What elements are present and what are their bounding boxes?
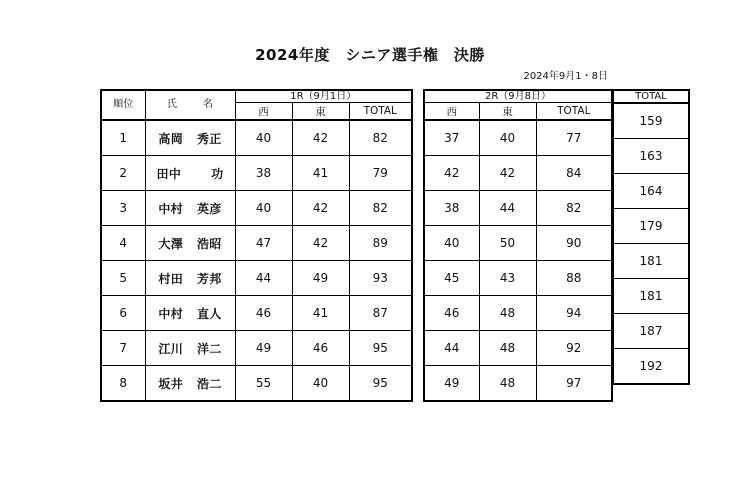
round1-rows xyxy=(101,120,412,401)
table-row xyxy=(613,174,689,209)
round1-west-score: 44 xyxy=(235,261,292,296)
family-name: 江川 xyxy=(158,341,183,356)
round2-west-score: 45 xyxy=(424,261,479,296)
round1-total-score: 82 xyxy=(349,120,412,156)
round2-west-score: 40 xyxy=(424,226,479,261)
rank-cell: 5 xyxy=(101,261,145,296)
rank-cell: 6 xyxy=(101,296,145,331)
round1-west-score: 38 xyxy=(235,156,292,191)
round2-west-score: 44 xyxy=(424,331,479,366)
player-name-cell xyxy=(145,366,235,402)
round2-total-score: 88 xyxy=(536,261,612,296)
family-name: 中村 xyxy=(158,306,183,321)
grand-total-score: 187 xyxy=(613,314,689,349)
family-name: 中村 xyxy=(158,201,183,216)
round2-header: 2R（9月8日） xyxy=(424,90,612,103)
table-row xyxy=(101,226,412,261)
table-row xyxy=(101,191,412,226)
page-title: 2024年度 シニア選手権 決勝 xyxy=(255,46,485,64)
round2-west-score: 49 xyxy=(424,366,479,402)
table-row xyxy=(101,331,412,366)
round2-total-score: 94 xyxy=(536,296,612,331)
round1-east-score: 42 xyxy=(292,191,349,226)
round2-east-header: 東 xyxy=(479,103,536,121)
table-row xyxy=(613,103,689,139)
given-name: 功 xyxy=(211,166,224,181)
round1-west-header: 西 xyxy=(235,103,292,121)
round1-east-score: 49 xyxy=(292,261,349,296)
given-name: 浩昭 xyxy=(197,236,222,251)
grand-total-table xyxy=(612,89,690,385)
round2-east-score: 42 xyxy=(479,156,536,191)
round1-total-score: 93 xyxy=(349,261,412,296)
table-row xyxy=(101,366,412,402)
round1-total-score: 79 xyxy=(349,156,412,191)
round2-east-score: 50 xyxy=(479,226,536,261)
name-header xyxy=(145,90,235,120)
round1-east-score: 41 xyxy=(292,156,349,191)
family-name: 村田 xyxy=(158,271,183,286)
player-name-cell xyxy=(145,261,235,296)
grand-total-header: TOTAL xyxy=(613,90,689,103)
family-name: 坂井 xyxy=(158,376,183,391)
round1-east-score: 46 xyxy=(292,331,349,366)
grand-total-score: 181 xyxy=(613,244,689,279)
round2-total-score: 90 xyxy=(536,226,612,261)
round1-total-header: TOTAL xyxy=(349,103,412,121)
table-row xyxy=(424,296,612,331)
player-name-cell xyxy=(145,191,235,226)
round2-west-score: 46 xyxy=(424,296,479,331)
round2-total-header: TOTAL xyxy=(536,103,612,121)
round1-total-score: 89 xyxy=(349,226,412,261)
round1-east-header: 東 xyxy=(292,103,349,121)
table-row xyxy=(101,120,412,156)
table-row xyxy=(613,314,689,349)
round1-total-score: 87 xyxy=(349,296,412,331)
family-name: 高岡 xyxy=(158,131,183,146)
table-row xyxy=(613,349,689,385)
table-row xyxy=(424,331,612,366)
player-name-cell xyxy=(145,156,235,191)
grand-total-score: 192 xyxy=(613,349,689,385)
rank-cell: 7 xyxy=(101,331,145,366)
round2-table xyxy=(423,89,613,402)
round1-west-score: 46 xyxy=(235,296,292,331)
player-name-cell xyxy=(145,120,235,156)
table-row xyxy=(101,261,412,296)
round1-total-score: 95 xyxy=(349,331,412,366)
round1-total-score: 82 xyxy=(349,191,412,226)
grand-total-score: 163 xyxy=(613,139,689,174)
round1-header: 1R（9月1日） xyxy=(235,90,412,103)
round2-total-score: 77 xyxy=(536,120,612,156)
round1-table xyxy=(100,89,413,402)
table-row xyxy=(613,244,689,279)
name-header-given: 名 xyxy=(203,99,213,110)
given-name: 秀正 xyxy=(197,131,222,146)
table-row xyxy=(424,191,612,226)
grand-total-score: 179 xyxy=(613,209,689,244)
table-row xyxy=(613,139,689,174)
given-name: 芳邦 xyxy=(197,271,222,286)
round2-east-score: 48 xyxy=(479,296,536,331)
grand-total-score: 159 xyxy=(613,103,689,139)
table-row xyxy=(101,296,412,331)
round1-east-score: 40 xyxy=(292,366,349,402)
table-row xyxy=(613,209,689,244)
player-name-cell xyxy=(145,331,235,366)
round1-east-score: 42 xyxy=(292,226,349,261)
rank-cell: 2 xyxy=(101,156,145,191)
round1-west-score: 47 xyxy=(235,226,292,261)
round2-east-score: 48 xyxy=(479,331,536,366)
round2-total-score: 92 xyxy=(536,331,612,366)
round2-east-score: 48 xyxy=(479,366,536,402)
grand-total-score: 181 xyxy=(613,279,689,314)
round1-west-score: 40 xyxy=(235,191,292,226)
round2-total-score: 97 xyxy=(536,366,612,402)
round2-rows xyxy=(424,120,612,401)
player-name-cell xyxy=(145,226,235,261)
round1-east-score: 41 xyxy=(292,296,349,331)
table-row xyxy=(424,156,612,191)
rank-cell: 1 xyxy=(101,120,145,156)
name-header-family: 氏 xyxy=(167,99,177,110)
grand-total-score: 164 xyxy=(613,174,689,209)
round2-west-score: 37 xyxy=(424,120,479,156)
round2-total-score: 82 xyxy=(536,191,612,226)
table-row xyxy=(424,366,612,402)
round1-east-score: 42 xyxy=(292,120,349,156)
round1-west-score: 49 xyxy=(235,331,292,366)
rank-cell: 3 xyxy=(101,191,145,226)
table-row xyxy=(613,279,689,314)
round2-east-score: 44 xyxy=(479,191,536,226)
round1-west-score: 55 xyxy=(235,366,292,402)
grand-total-rows xyxy=(613,103,689,384)
round2-west-header: 西 xyxy=(424,103,479,121)
round2-east-score: 40 xyxy=(479,120,536,156)
given-name: 浩二 xyxy=(197,376,222,391)
table-row xyxy=(424,120,612,156)
rank-header: 順位 xyxy=(101,90,145,120)
table-row xyxy=(424,226,612,261)
event-date: 2024年9月1・8日 xyxy=(523,71,608,82)
family-name: 大澤 xyxy=(158,236,183,251)
table-row xyxy=(424,261,612,296)
family-name: 田中 xyxy=(156,166,182,181)
round1-total-score: 95 xyxy=(349,366,412,402)
round1-west-score: 40 xyxy=(235,120,292,156)
given-name: 英彦 xyxy=(197,201,222,216)
round2-east-score: 43 xyxy=(479,261,536,296)
rank-cell: 4 xyxy=(101,226,145,261)
round2-west-score: 42 xyxy=(424,156,479,191)
player-name-cell xyxy=(145,296,235,331)
round2-total-score: 84 xyxy=(536,156,612,191)
round2-west-score: 38 xyxy=(424,191,479,226)
given-name: 洋二 xyxy=(197,341,222,356)
table-row xyxy=(101,156,412,191)
rank-cell: 8 xyxy=(101,366,145,402)
given-name: 直人 xyxy=(197,306,222,321)
